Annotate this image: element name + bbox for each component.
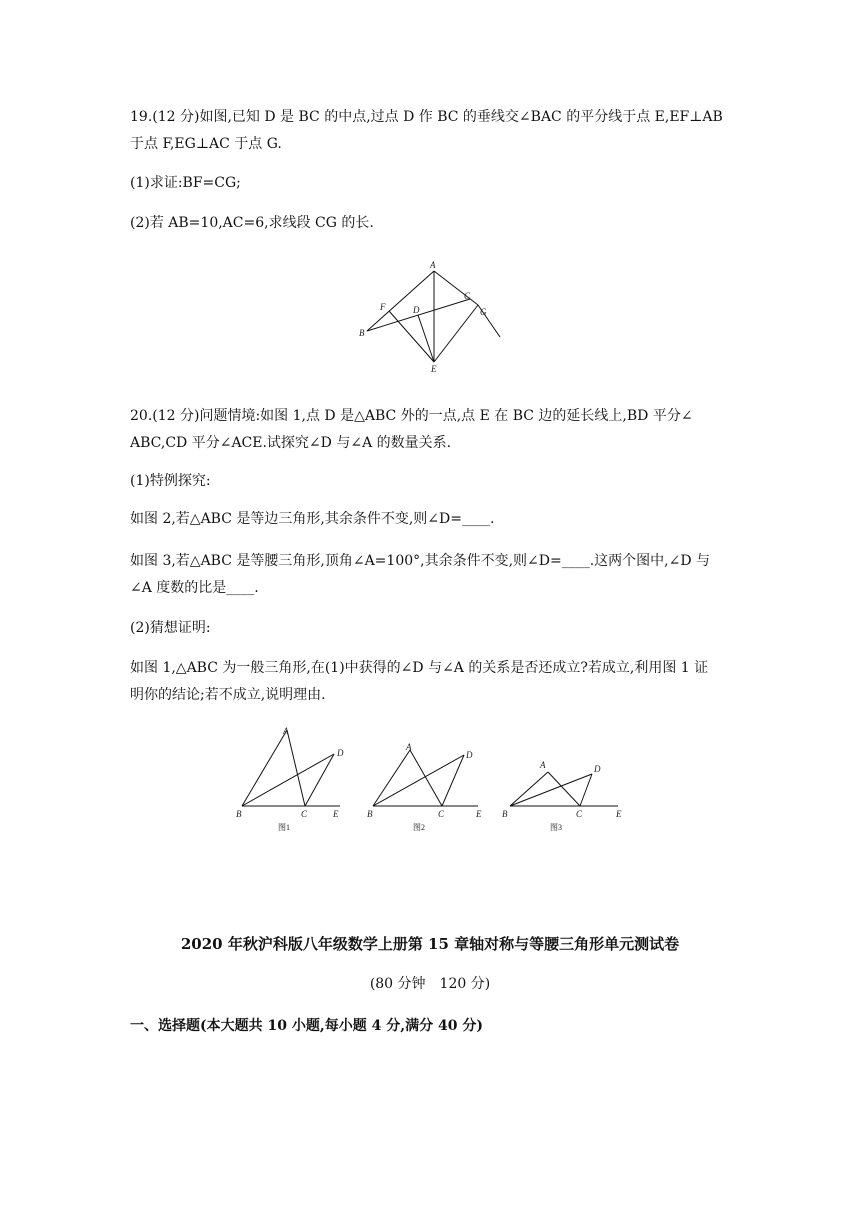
fig3-label-C: C — [576, 809, 583, 819]
test-subtitle: (80 分钟 120 分) — [369, 976, 491, 992]
fig2-label-D: D — [466, 750, 473, 760]
q20-fig3-line1: 如图 3,若△ABC 是等腰三角形,顶角∠A=100°,其余条件不变,则∠D=____.这两个图中,∠D 与 — [130, 553, 711, 569]
label-B: B — [359, 328, 365, 338]
fig2-BD — [373, 755, 464, 806]
fig3-BA — [510, 772, 548, 806]
q19-line2: 于点 F,EG⊥AC 于点 G. — [130, 136, 282, 152]
label-D: D — [413, 305, 420, 315]
fig1-BA — [242, 730, 287, 806]
q20-line2: ABC,CD 平分∠ACE.试探究∠D 与∠A 的数量关系. — [130, 435, 452, 451]
fig3-label-A: A — [540, 760, 546, 770]
fig2-caption: 图2 — [413, 823, 425, 832]
q19-part1: (1)求证:BF=CG; — [130, 175, 241, 191]
fig3-label-E: E — [616, 809, 622, 819]
fig3-caption: 图3 — [550, 823, 562, 832]
fig1-BD — [242, 754, 334, 806]
section-title-multiple-choice: 一、选择题(本大题共 10 小题,每小题 4 分,满分 40 分) — [130, 1018, 483, 1034]
q20-part2-title: (2)猜想证明: — [130, 620, 211, 636]
q20-figures — [230, 720, 640, 839]
fig3-label-B: B — [502, 809, 508, 819]
fig2-AC — [410, 750, 442, 806]
label-A: A — [430, 260, 436, 270]
q20-fig3-line2: ∠A 度数的比是____. — [130, 580, 259, 596]
label-F: F — [380, 302, 386, 312]
q19-line1: 19.(12 分)如图,已知 D 是 BC 的中点,过点 D 作 BC 的垂线交∠BAC 的平分线于点 E,EF⊥AB — [130, 109, 723, 125]
fig3-BD — [510, 774, 592, 806]
q20-proof-line1: 如图 1,△ABC 为一般三角形,在(1)中获得的∠D 与∠A 的关系是否还成立?若成立,利用图 1 证 — [130, 660, 709, 676]
q19-part2: (2)若 AB=10,AC=6,求线段 CG 的长. — [130, 215, 374, 231]
seg-AB — [367, 271, 434, 331]
test-title: 2020 年秋沪科版八年级数学上册第 15 章轴对称与等腰三角形单元测试卷 — [180, 935, 680, 953]
seg-EG — [434, 305, 478, 362]
fig1-label-E: E — [333, 809, 339, 819]
q20-proof-line2: 明你的结论;若不成立,说明理由. — [130, 687, 326, 703]
label-G: G — [480, 307, 487, 317]
fig2-label-E: E — [476, 809, 482, 819]
fig2-label-A: A — [406, 742, 412, 752]
q20-part1-title: (1)特例探究: — [130, 473, 211, 489]
seg-AG — [434, 271, 478, 305]
fig1-caption: 图1 — [278, 823, 290, 832]
fig3-label-D: D — [594, 764, 601, 774]
q20-diagrams — [230, 720, 640, 835]
seg-EF — [389, 311, 434, 362]
q19-figure — [350, 255, 510, 384]
label-E: E — [431, 364, 437, 374]
fig1-label-B: B — [236, 809, 242, 819]
q19-diagram — [350, 255, 510, 380]
q20-fig2-line: 如图 2,若△ABC 是等边三角形,其余条件不变,则∠D=____. — [130, 511, 495, 527]
fig2-CD — [442, 755, 464, 806]
fig1-AC — [287, 730, 305, 806]
fig2-BA — [373, 750, 410, 806]
seg-ED — [418, 315, 434, 362]
fig2-label-C: C — [438, 809, 445, 819]
q20-line1: 20.(12 分)问题情境:如图 1,点 D 是△ABC 外的一点,点 E 在 BC 边的延长线上,BD 平分∠ — [130, 408, 693, 424]
fig3-CD — [580, 774, 592, 806]
fig2-label-B: B — [367, 809, 373, 819]
fig1-label-A: A — [283, 726, 289, 736]
fig1-label-D: D — [337, 748, 344, 758]
fig1-label-C: C — [301, 809, 308, 819]
label-C: C — [464, 291, 471, 301]
